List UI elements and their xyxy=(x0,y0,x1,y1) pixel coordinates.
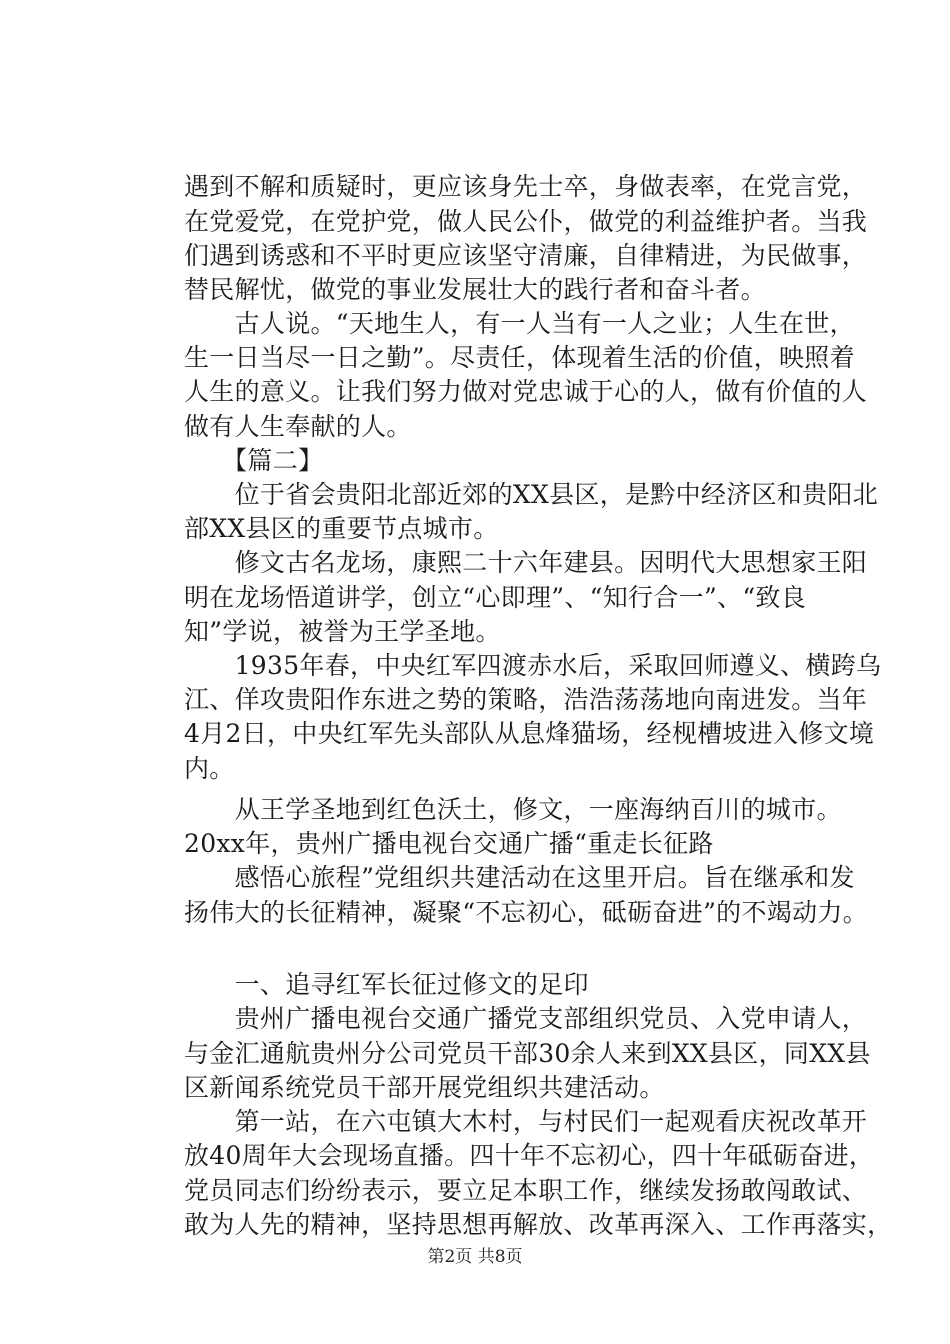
text-line: 人生的意义。让我们努力做对党忠诚于心的人，做有价值的人 xyxy=(184,377,868,406)
text-line: 部XX县区的重要节点城市。 xyxy=(184,514,499,543)
text-line: 与金汇通航贵州分公司党员干部30余人来到XX县区，同XX县 xyxy=(184,1039,871,1068)
text-line: 们遇到诱惑和不平时更应该坚守清廉，自律精进，为民做事， xyxy=(184,241,868,270)
text-line: 做有人生奉献的人。 xyxy=(184,412,412,441)
text-line: 放40周年大会现场直播。四十年不忘初心，四十年砥砺奋进， xyxy=(184,1141,875,1170)
page-footer: 第2页 共8页 xyxy=(427,1247,523,1267)
text-line: 知”学说，被誉为王学圣地。 xyxy=(184,617,501,646)
text-line: 古人说。“天地生人，有一人当有一人之业；人生在世， xyxy=(184,309,855,338)
text-line: 遇到不解和质疑时，更应该身先士卒，身做表率，在党言党， xyxy=(184,172,868,201)
text-line: 贵州广播电视台交通广播党支部组织党员、入党申请人， xyxy=(184,1004,868,1033)
text-line: 敢为人先的精神，坚持思想再解放、改革再深入、工作再落实， xyxy=(184,1210,893,1239)
text-line: 位于省会贵阳北部近郊的XX县区，是黔中经济区和贵阳北 xyxy=(184,480,878,509)
text-line: 扬伟大的长征精神，凝聚“不忘初心，砥砺奋进”的不竭动力。 xyxy=(184,898,868,927)
text-line: 生一日当尽一日之勤”。尽责任，体现着生活的价值，映照着 xyxy=(184,343,855,372)
text-line: 江、佯攻贵阳作东进之势的策略，浩浩荡荡地向南进发。当年 xyxy=(184,685,868,714)
text-line: 在党爱党，在党护党，做人民公仆，做党的利益维护者。当我 xyxy=(184,207,868,236)
text-line: 感悟心旅程”党组织共建活动在这里开启。旨在继承和发 xyxy=(184,863,855,892)
text-line: 从王学圣地到红色沃土，修文，一座海纳百川的城市。 xyxy=(184,795,842,824)
section-heading: 【篇二】 xyxy=(184,446,324,475)
section-heading: 一、追寻红军长征过修文的足印 xyxy=(184,970,589,999)
text-line: 替民解忧，做党的事业发展壮大的践行者和奋斗者。 xyxy=(184,275,766,304)
text-line: 1935年春，中央红军四渡赤水后，采取回师遵义、横跨乌 xyxy=(184,651,882,680)
text-line: 20xx年，贵州广播电视台交通广播“重走长征路 xyxy=(184,829,714,858)
text-line: 明在龙场悟道讲学，创立“心即理”、“知行合一”、“致良 xyxy=(184,583,807,612)
text-line: 修文古名龙场，康熙二十六年建县。因明代大思想家王阳 xyxy=(184,548,868,577)
text-line: 4月2日，中央红军先头部队从息烽猫场，经枧槽坡进入修文境 xyxy=(184,719,875,748)
text-line: 区新闻系统党员干部开展党组织共建活动。 xyxy=(184,1073,665,1102)
text-line: 内。 xyxy=(184,754,235,783)
text-line: 第一站，在六屯镇大木村，与村民们一起观看庆祝改革开 xyxy=(184,1107,868,1136)
text-line: 党员同志们纷纷表示，要立足本职工作，继续发扬敢闯敢试、 xyxy=(184,1176,868,1205)
